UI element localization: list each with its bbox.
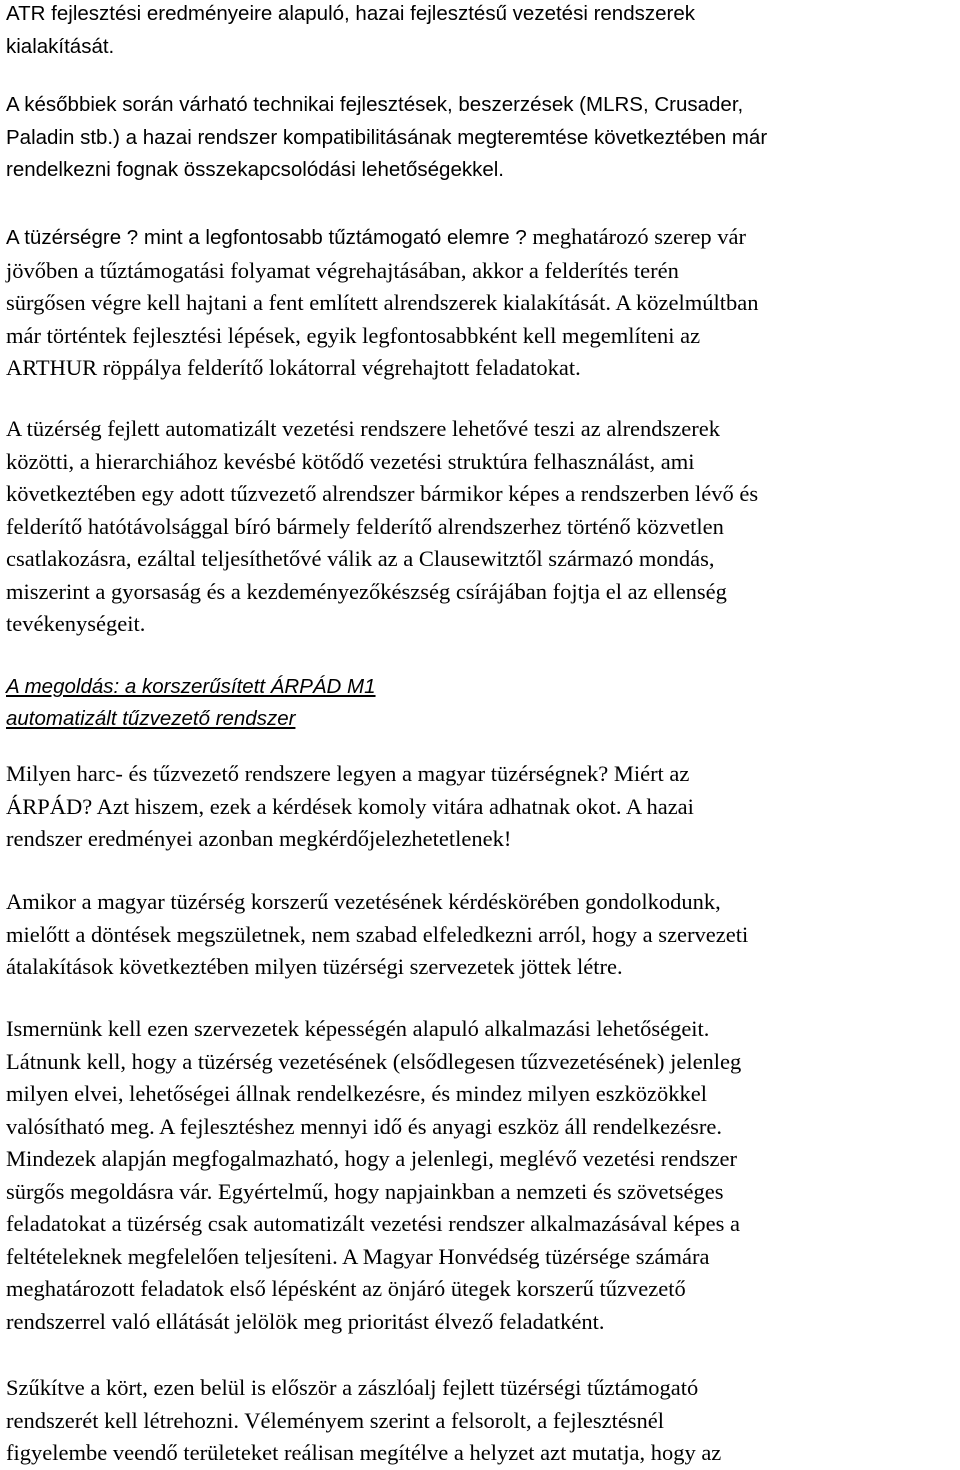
paragraph-7 [6, 1013, 741, 1338]
text-line: tevékenységeit. [6, 611, 146, 636]
text-line: következtében egy adott tűzvezető alrendszer bármikor képes a rendszerben lévő és [6, 481, 759, 506]
text-line: valósítható meg. A fejlesztéshez mennyi idő és anyagi eszköz áll rendelkezésre. [6, 1113, 722, 1139]
text-line: ATR fejlesztési eredményeire alapuló, hazai fejlesztésű vezetési rendszerek [6, 2, 695, 25]
text-line: Látnunk kell, hogy a tüzérség vezetésének (elsődlegesen tűzvezetésének) jelenleg [6, 1048, 742, 1074]
paragraph-6 [6, 886, 748, 984]
text-line: mielőtt a döntések megszületnek, nem szabad elfeledkezni arról, hogy a szervezeti [6, 921, 749, 947]
text-run-sans: A tüzérségre ? mint a legfontosabb tűztámogató elemre ? [6, 226, 527, 249]
text-line: Szűkítve a kört, ezen belül is először a zászlóalj fejlett tüzérségi tűztámogató [6, 1375, 699, 1400]
text-line: rendszerrel való ellátását jelölök meg prioritást élvező feladatként. [6, 1308, 605, 1334]
text-line: feltételeknek megfelelően teljesíteni. A Magyar Honvédség tüzérsége számára [6, 1243, 710, 1269]
text-line: Amikor a magyar tüzérség korszerű vezetésének kérdéskörében gondolkodunk, [6, 889, 721, 914]
text-line: rendszerét kell létrehozni. Véleményem szerint a felsorolt, a fejlesztésnél [6, 1407, 665, 1433]
text-line: közötti, a hierarchiához kevésbé kötődő vezetési struktúra felhasználást, ami [6, 448, 695, 474]
text-line: figyelembe veendő területeket reálisan megítélve a helyzet azt mutatja, hogy az [6, 1440, 722, 1465]
section-heading [6, 671, 376, 735]
text-line [6, 221, 758, 255]
text-line: Paladin stb.) a hazai rendszer kompatibilitásának megteremtése következtében már [6, 125, 768, 149]
text-line: milyen elvei, lehetőségei állnak rendelkezésre, és mindez milyen eszközökkel [6, 1081, 707, 1106]
paragraph-8 [6, 1372, 721, 1470]
paragraph-1 [6, 0, 695, 63]
text-line: miszerint a gyorsaság és a kezdeményezőkészség csírájában fojtja el az ellenség [6, 578, 727, 604]
paragraph-2 [6, 89, 767, 187]
paragraph-3 [6, 221, 758, 385]
text-run-serif: meghatározó szerep vár [526, 224, 747, 249]
text-line: csatlakozásra, ezáltal teljesíthetővé válik az a Clausewitztől származó mondás, [6, 546, 715, 571]
text-line: rendszer eredményei azonban megkérdőjelezhetetlenek! [6, 826, 512, 851]
text-line: ARTHUR röppálya felderítő lokátorral végrehajtott feladatokat. [6, 355, 581, 380]
heading-line: A megoldás: a korszerűsített ÁRPÁD M1 [6, 675, 376, 698]
paragraph-4 [6, 413, 758, 641]
heading-line: automatizált tűzvezető rendszer [6, 707, 296, 730]
text-line: már történtek fejlesztési lépések, egyik legfontosabbként kell megemlíteni az [6, 322, 701, 348]
text-line: jövőben a tűztámogatási folyamat végrehajtásában, akkor a felderítés terén [6, 257, 679, 283]
text-line: átalakítások következtében milyen tüzérségi szervezetek jöttek létre. [6, 954, 623, 979]
text-line: ÁRPÁD? Azt hiszem, ezek a kérdések komoly vitára adhatnak okot. A hazai [6, 793, 694, 819]
text-line: felderítő hatótávolsággal bíró bármely felderítő alrendszerhez történő közvetlen [6, 513, 724, 539]
text-line: rendelkezni fognak összekapcsolódási lehetőségekkel. [6, 158, 505, 181]
text-line: sürgős megoldásra vár. Egyértelmű, hogy napjainkban a nemzeti és szövetséges [6, 1178, 724, 1204]
text-line: feladatokat a tüzérség csak automatizált vezetési rendszer alkalmazásával képes a [6, 1211, 740, 1236]
paragraph-5 [6, 758, 694, 856]
text-line: A tüzérség fejlett automatizált vezetési rendszere lehetővé teszi az alrendszerek [6, 416, 721, 441]
text-line: Milyen harc- és tűzvezető rendszere legyen a magyar tüzérségnek? Miért az [6, 761, 690, 786]
text-line: meghatározott feladatok első lépésként az önjáró ütegek korszerű tűzvezető [6, 1276, 686, 1301]
text-line: Mindezek alapján megfogalmazható, hogy a jelenlegi, meglévő vezetési rendszer [6, 1146, 737, 1171]
text-line: sürgősen végre kell hajtani a fent említett alrendszerek kialakítását. A közelmúltban [6, 290, 759, 315]
text-line: A későbbiek során várható technikai fejlesztések, beszerzések (MLRS, Crusader, [6, 93, 744, 116]
text-line: kialakítását. [6, 34, 115, 58]
text-line: Ismernünk kell ezen szervezetek képességén alapuló alkalmazási lehetőségeit. [6, 1016, 710, 1041]
